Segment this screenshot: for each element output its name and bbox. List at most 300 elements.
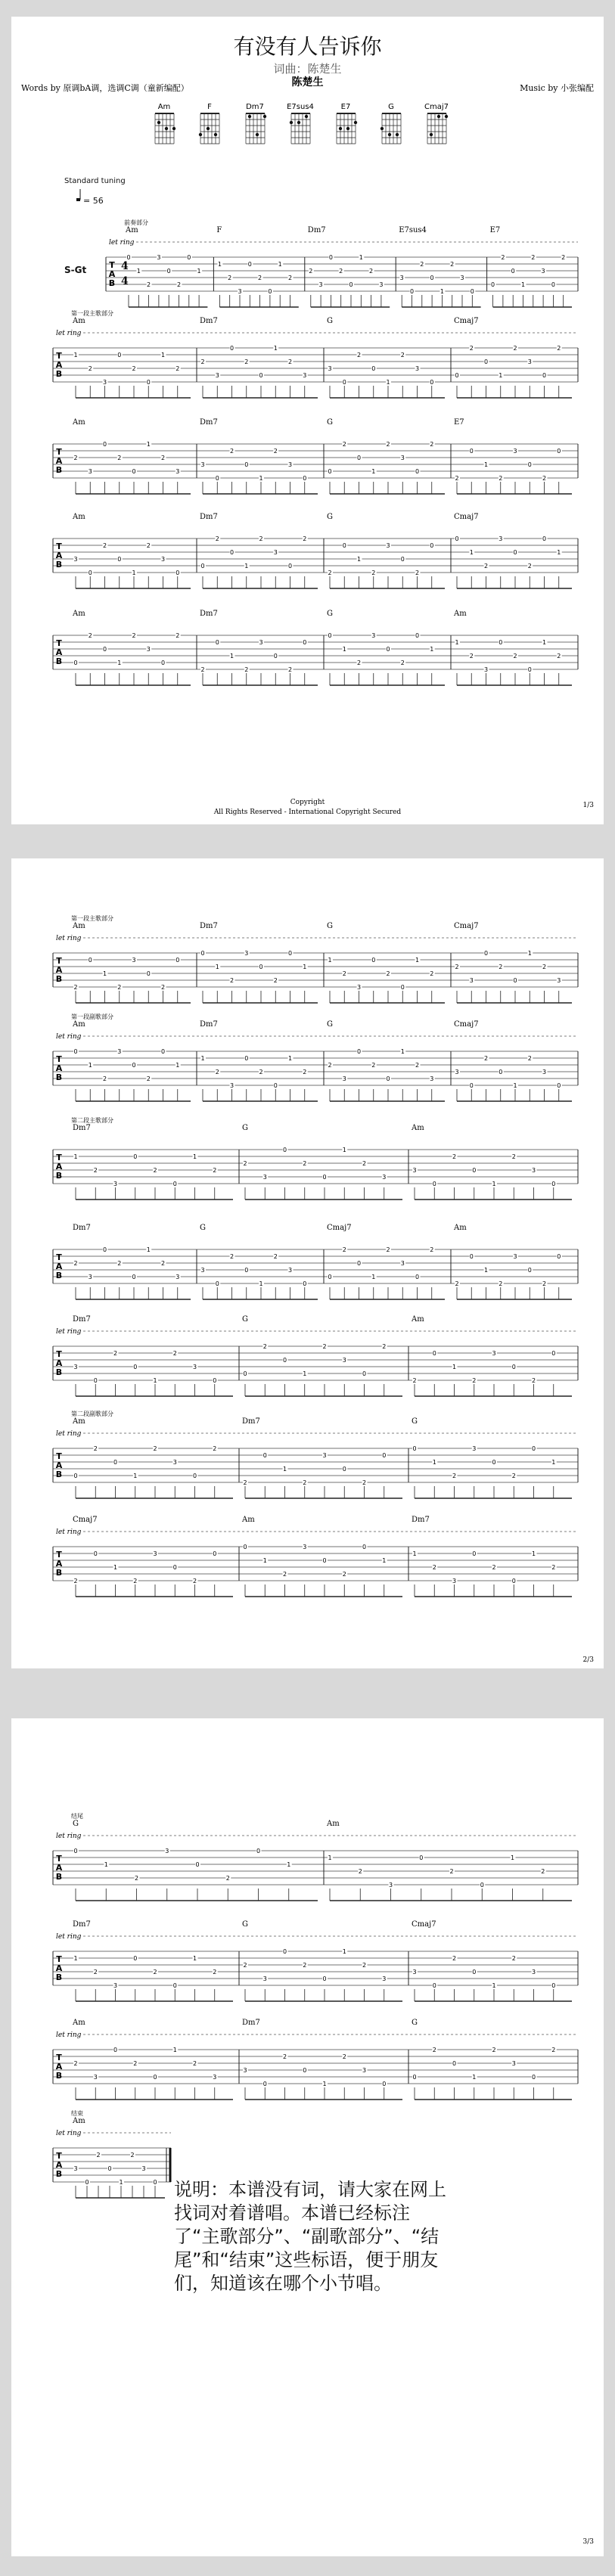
fret-number: 2	[273, 448, 278, 455]
fret-number: 3	[175, 468, 180, 475]
fret-number: 0	[527, 666, 532, 673]
fret-number: 1	[282, 1466, 287, 1473]
tab-system	[53, 1013, 578, 1101]
fret-number: 3	[483, 666, 489, 673]
fret-number: 2	[88, 365, 92, 372]
fret-number: 0	[412, 2074, 417, 2081]
chord-name: G	[412, 1417, 418, 1426]
fret-number: 2	[243, 1962, 247, 1969]
fret-number: 0	[483, 950, 489, 957]
fret-number: 1	[113, 1564, 118, 1571]
chord-name: Am	[73, 1020, 85, 1029]
let-ring-label: let ring	[109, 239, 135, 247]
chord-name: Am	[73, 922, 85, 930]
chord-diagram-name: E7sus4	[287, 103, 314, 111]
fret-number: 0	[303, 639, 307, 646]
let-ring-label: let ring	[56, 330, 82, 337]
fret-number: 0	[117, 352, 122, 358]
fret-number: 0	[146, 379, 151, 386]
fret-number: 1	[102, 970, 107, 977]
fret-number: 0	[175, 570, 180, 576]
fret-number: 0	[175, 957, 180, 964]
chord-diagram-name: F	[207, 103, 212, 111]
fret-number: 2	[134, 1875, 139, 1882]
fret-number: 2	[356, 660, 362, 666]
fret-number: 1	[303, 1370, 307, 1377]
tab-system	[53, 2109, 171, 2198]
fret-number: 0	[382, 2081, 387, 2087]
fret-number: 0	[113, 2047, 118, 2053]
fret-number: 0	[153, 2074, 157, 2081]
fret-number: 2	[557, 345, 561, 352]
fret-number: 1	[175, 1062, 180, 1069]
fret-number: 2	[551, 2047, 556, 2053]
tab-clef-letter: A	[55, 1063, 63, 1073]
tuning-label: Standard tuning	[64, 177, 126, 185]
fret-number: 0	[229, 345, 235, 352]
fret-number: 0	[513, 549, 517, 556]
fret-number: 0	[303, 475, 307, 482]
fret-number: 1	[551, 1459, 556, 1466]
fret-number: 2	[229, 448, 235, 455]
tab-clef-letter: T	[56, 1153, 62, 1162]
fret-number: 2	[328, 1062, 332, 1069]
fret-number: 2	[400, 660, 405, 666]
fret-number: 1	[303, 964, 307, 970]
fret-number: 1	[117, 660, 122, 666]
fret-number: 0	[102, 441, 107, 448]
fret-number: 0	[73, 1048, 78, 1055]
fret-number: 0	[551, 1181, 556, 1187]
fret-number: 1	[342, 1948, 346, 1955]
fret-number: 2	[117, 1260, 122, 1267]
tab-clef-letter: T	[56, 2151, 62, 2161]
fret-number: 2	[499, 964, 503, 970]
fret-number: 0	[412, 1445, 417, 1452]
chord-name: Dm7	[242, 1417, 260, 1426]
fret-number: 0	[328, 1274, 332, 1280]
chord-name: Am	[412, 1124, 424, 1132]
fret-number: 2	[400, 352, 405, 358]
fret-number: 2	[282, 1571, 287, 1578]
section-label: 前奏部分	[124, 219, 148, 226]
fret-number: 3	[215, 372, 219, 379]
fret-number: 2	[282, 2053, 287, 2060]
fret-number: 0	[215, 475, 219, 482]
fret-number: 2	[542, 964, 547, 970]
fret-number: 3	[400, 1260, 405, 1267]
tab-system	[53, 309, 578, 398]
fret-number: 2	[362, 1160, 367, 1167]
chord-name: Dm7	[242, 2019, 260, 2027]
fret-number: 3	[287, 1267, 293, 1274]
section-label: 第二段主歌部分	[71, 1117, 113, 1124]
tab-clef-letter: T	[56, 956, 62, 966]
fret-number: 3	[73, 2165, 78, 2172]
fret-number: 3	[542, 1069, 547, 1075]
fret-number: 2	[228, 275, 232, 281]
fret-number: 2	[213, 1445, 217, 1452]
fret-number: 0	[132, 1062, 136, 1069]
fret-number: 0	[362, 1544, 367, 1550]
lyricist: 词曲：陈楚生	[273, 62, 342, 76]
fret-number: 0	[85, 2179, 89, 2186]
chord-name: G	[412, 2019, 418, 2027]
tab-clef-letter: B	[55, 974, 63, 984]
fret-number: 2	[244, 358, 249, 365]
chord-name: Am	[454, 610, 467, 618]
fret-number: 3	[200, 461, 205, 468]
instrument-label: S-Gt	[64, 265, 87, 275]
chord-name: Am	[327, 1820, 340, 1828]
fret-number: 2	[415, 570, 420, 576]
fret-number: 2	[153, 1167, 157, 1174]
fret-number: 3	[527, 358, 532, 365]
tab-clef-letter: A	[55, 1162, 63, 1172]
chord-name: G	[327, 513, 333, 521]
fret-number: 2	[542, 1280, 547, 1287]
fret-number: 3	[132, 957, 136, 964]
fret-number: 2	[259, 535, 263, 542]
fret-number: 3	[472, 1445, 477, 1452]
fret-number: 0	[287, 563, 293, 570]
finger-dot	[248, 115, 251, 118]
fret-number: 2	[146, 542, 151, 549]
fret-number: 2	[200, 666, 205, 673]
music-credit: Music by 小张编配	[520, 83, 594, 93]
fret-number: 2	[93, 1969, 98, 1975]
chord-name: Cmaj7	[454, 922, 479, 930]
tab-system	[53, 1315, 578, 1396]
fret-number: 1	[273, 345, 278, 352]
fret-number: 3	[379, 281, 384, 288]
fret-number: 3	[412, 1969, 417, 1975]
fret-number: 1	[172, 2047, 177, 2053]
fret-number: 2	[73, 2060, 78, 2067]
tab-system	[53, 2019, 578, 2100]
chord-diagram-name: Cmaj7	[424, 103, 449, 111]
fret-number: 0	[200, 950, 205, 957]
tab-clef-letter: A	[55, 456, 63, 466]
fret-number: 1	[132, 570, 136, 576]
fret-number: 0	[244, 461, 249, 468]
fret-number: 0	[213, 1550, 217, 1557]
fret-number: 0	[303, 2067, 307, 2074]
chord-name: Am	[126, 226, 138, 234]
fret-number: 2	[287, 666, 293, 673]
chord-name: Am	[73, 1417, 85, 1426]
fret-number: 0	[551, 281, 555, 288]
fret-number: 0	[491, 281, 495, 288]
fret-number: 0	[531, 2074, 536, 2081]
fret-number: 0	[469, 1253, 474, 1260]
tab-clef-letter: B	[108, 278, 116, 288]
fret-number: 2	[243, 1479, 247, 1486]
fret-number: 3	[318, 281, 323, 288]
fret-number: 1	[557, 549, 561, 556]
fret-number: 3	[511, 2060, 516, 2067]
fret-number: 0	[244, 1267, 249, 1274]
fret-number: 0	[342, 542, 346, 549]
tab-clef-letter: A	[55, 2160, 63, 2170]
fret-number: 1	[278, 261, 282, 268]
fret-number: 2	[132, 365, 136, 372]
fret-number: 0	[273, 1082, 278, 1089]
fret-number: 3	[371, 632, 376, 639]
fret-number: 2	[160, 1260, 166, 1267]
tab-clef-letter: A	[55, 1262, 63, 1271]
finger-dot	[297, 121, 300, 124]
fret-number: 2	[132, 632, 136, 639]
fret-number: 2	[258, 275, 262, 281]
fret-number: 2	[102, 1075, 107, 1082]
fret-number: 2	[511, 1153, 516, 1160]
fret-number: 2	[342, 970, 346, 977]
fret-number: 3	[356, 984, 362, 991]
fret-number: 3	[415, 365, 420, 372]
chord-name: G	[327, 922, 333, 930]
time-signature: 4	[121, 260, 129, 272]
tab-system	[53, 513, 578, 588]
tab-system	[53, 1224, 578, 1299]
fret-number: 2	[215, 1069, 219, 1075]
fret-number: 2	[176, 281, 182, 288]
fret-number: 3	[342, 1357, 346, 1364]
fret-number: 2	[172, 1350, 177, 1357]
fret-number: 0	[483, 358, 489, 365]
fret-number: 3	[157, 254, 161, 261]
fret-number: 3	[400, 455, 405, 461]
chord-diagram	[199, 103, 219, 144]
fret-number: 2	[73, 984, 78, 991]
chord-name: G	[242, 1315, 248, 1324]
artist: 陈楚生	[291, 76, 324, 88]
fret-number: 1	[88, 1062, 92, 1069]
tab-clef-letter: T	[56, 1854, 62, 1864]
tab-system	[53, 418, 578, 494]
fret-number: 2	[362, 1479, 367, 1486]
fret-number: 1	[104, 1861, 108, 1868]
fret-number: 2	[153, 1969, 157, 1975]
tab-clef-letter: B	[55, 1367, 63, 1377]
fret-number: 3	[388, 1882, 393, 1889]
fret-number: 0	[328, 468, 332, 475]
fret-number: 2	[557, 653, 561, 660]
fret-number: 3	[175, 1274, 180, 1280]
fret-number: 2	[322, 1343, 327, 1350]
chord-name: Am	[73, 513, 85, 521]
fret-number: 0	[88, 957, 92, 964]
chord-name: Cmaj7	[327, 1224, 352, 1232]
fret-number: 3	[93, 2074, 98, 2081]
fret-number: 3	[146, 646, 151, 653]
fret-number: 0	[356, 455, 362, 461]
fret-number: 1	[217, 261, 222, 268]
let-ring-label: let ring	[56, 2130, 82, 2137]
fret-number: 2	[133, 1578, 138, 1584]
fret-number: 1	[287, 1055, 293, 1062]
tab-system	[53, 1516, 578, 1597]
fret-number: 1	[492, 1982, 496, 1989]
fret-number: 2	[371, 1062, 376, 1069]
chord-name: Dm7	[200, 513, 218, 521]
chord-name: Dm7	[200, 610, 218, 618]
tab-clef-letter: T	[56, 1550, 62, 1560]
tab-clef-letter: B	[55, 1872, 63, 1882]
fret-number: 2	[192, 2060, 197, 2067]
section-label: 结尾	[71, 1813, 83, 1820]
fret-number: 2	[96, 2152, 101, 2159]
fret-number: 1	[73, 1955, 78, 1962]
fret-number: 0	[551, 1982, 556, 1989]
fret-number: 2	[200, 358, 205, 365]
tab-clef-letter: B	[55, 656, 63, 666]
fret-number: 0	[322, 1174, 327, 1181]
fret-number: 0	[195, 1861, 200, 1868]
fret-number: 1	[342, 646, 346, 653]
chord-diagram-name: Am	[157, 103, 171, 111]
fret-number: 0	[480, 1882, 484, 1889]
finger-dot	[263, 115, 266, 118]
tab-clef-letter: A	[55, 1863, 63, 1873]
fret-number: 3	[452, 1578, 457, 1584]
fret-number: 3	[499, 535, 503, 542]
fret-number: 3	[513, 1253, 517, 1260]
fret-number: 1	[542, 639, 547, 646]
let-ring-label: let ring	[56, 1430, 82, 1438]
fret-number: 0	[557, 1082, 561, 1089]
fret-number: 0	[386, 646, 390, 653]
section-label: 第一段主歌部分	[71, 915, 113, 922]
fret-number: 2	[492, 2047, 496, 2053]
chord-name: G	[327, 317, 333, 325]
fret-number: 0	[452, 2060, 457, 2067]
fret-number: 0	[126, 254, 131, 261]
tab-clef-letter: B	[55, 1470, 63, 1479]
fret-number: 0	[282, 1147, 287, 1153]
let-ring-label: let ring	[56, 1933, 82, 1941]
fret-number: 0	[262, 1452, 267, 1459]
fret-number: 0	[419, 1854, 424, 1861]
tab-clef-letter: A	[55, 551, 63, 560]
fret-number: 0	[328, 254, 333, 261]
fret-number: 1	[192, 1153, 197, 1160]
fret-number: 1	[259, 1280, 263, 1287]
fret-number: 3	[455, 1069, 459, 1075]
fret-number: 0	[247, 261, 252, 268]
finger-dot	[157, 121, 160, 124]
fret-number: 2	[215, 535, 219, 542]
fret-number: 0	[244, 1055, 249, 1062]
fret-number: 1	[412, 1550, 417, 1557]
fret-number: 3	[192, 1364, 197, 1370]
fret-number: 3	[238, 288, 242, 295]
fret-number: 1	[359, 254, 363, 261]
finger-dot	[346, 127, 349, 130]
fret-number: 0	[342, 1466, 346, 1473]
fret-number: 0	[371, 957, 376, 964]
fret-number: 1	[73, 1153, 78, 1160]
fret-number: 2	[542, 475, 547, 482]
chord-name: E7sus4	[399, 226, 427, 234]
fret-number: 2	[455, 964, 459, 970]
fret-number: 2	[244, 666, 249, 673]
fret-number: 3	[244, 950, 249, 957]
chord-name: Am	[73, 2117, 85, 2125]
tab-clef-letter: T	[56, 1451, 62, 1461]
fret-number: 2	[430, 441, 434, 448]
finger-dot	[339, 127, 342, 130]
tab-clef-letter: B	[55, 1072, 63, 1082]
fret-number: 0	[88, 570, 92, 576]
fret-number: 2	[117, 455, 122, 461]
chord-name: Dm7	[307, 226, 326, 234]
fret-number: 3	[342, 1075, 346, 1082]
fret-number: 3	[229, 1082, 235, 1089]
fret-number: 2	[175, 632, 180, 639]
chord-diagram-name: Dm7	[246, 103, 264, 111]
fret-number: 2	[430, 1246, 434, 1253]
fret-number: 2	[175, 365, 180, 372]
chord-name: Dm7	[73, 1124, 91, 1132]
fret-number: 0	[415, 632, 420, 639]
fret-number: 3	[430, 1075, 434, 1082]
chord-name: Am	[454, 1224, 467, 1232]
fret-number: 1	[146, 441, 151, 448]
fret-number: 2	[287, 275, 293, 281]
fret-number: 3	[513, 448, 517, 455]
section-label: 第一段主歌部分	[71, 310, 113, 317]
chord-name: Cmaj7	[454, 513, 479, 521]
tab-clef-letter: T	[56, 2053, 62, 2062]
fret-number: 2	[146, 1075, 151, 1082]
fret-number: 2	[386, 441, 390, 448]
fret-number: 2	[472, 1377, 477, 1384]
fret-number: 3	[469, 977, 474, 984]
fret-number: 2	[432, 1564, 436, 1571]
finger-dot	[380, 127, 384, 130]
fret-number: 1	[415, 957, 420, 964]
chord-name: Cmaj7	[73, 1516, 98, 1524]
finger-dot	[165, 127, 168, 130]
tab-clef-letter: A	[55, 360, 63, 370]
finger-dot	[199, 133, 202, 136]
fret-number: 2	[531, 254, 536, 261]
song-title: 有没有人告诉你	[233, 34, 382, 59]
fret-number: 0	[469, 1082, 474, 1089]
fret-number: 0	[557, 1253, 561, 1260]
fret-number: 0	[102, 646, 107, 653]
fret-number: 2	[452, 1955, 457, 1962]
chord-name: G	[327, 610, 333, 618]
finger-dot	[354, 121, 357, 124]
fret-number: 0	[102, 1246, 107, 1253]
fret-number: 1	[469, 549, 474, 556]
tab-clef-letter: A	[55, 1963, 63, 1973]
words-credit: Words by 原调bA调，选调C调（童新编配）	[21, 83, 189, 93]
fret-number: 0	[215, 639, 219, 646]
chord-name: Am	[412, 1315, 424, 1324]
chord-name: E7	[489, 226, 501, 234]
fret-number: 3	[117, 1048, 122, 1055]
fret-number: 3	[200, 1267, 205, 1274]
section-label: 结束	[71, 2110, 83, 2117]
fret-number: 2	[386, 970, 390, 977]
tab-system	[53, 610, 578, 685]
fret-number: 1	[160, 352, 166, 358]
fret-number: 2	[469, 653, 474, 660]
fret-number: 0	[430, 542, 434, 549]
